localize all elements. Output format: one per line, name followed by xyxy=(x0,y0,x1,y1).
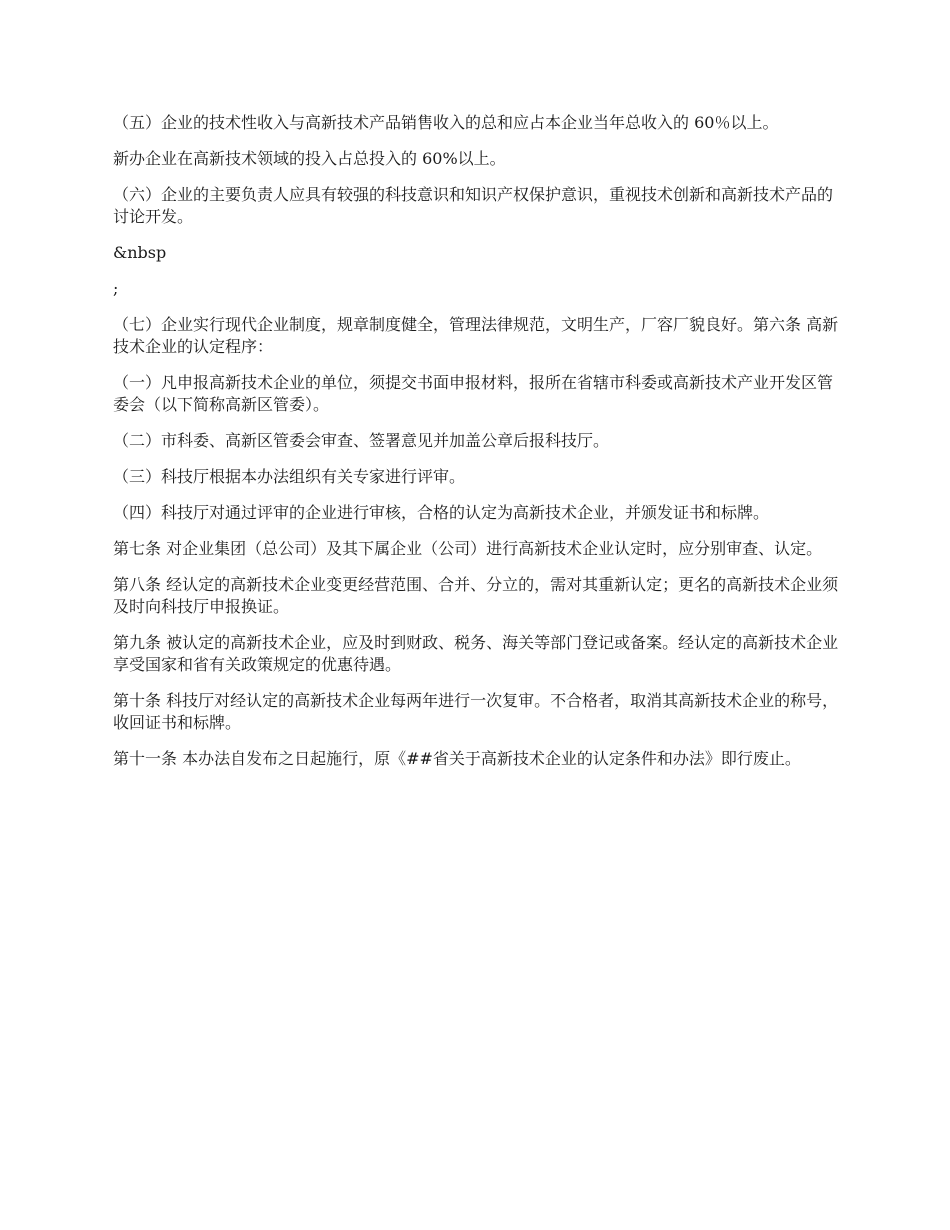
paragraph-semicolon-fragment: ; xyxy=(113,279,119,298)
paragraph-new-enterprise-investment: 新办企业在高新技术领域的投入占总投入的 60%以上。 xyxy=(113,149,506,168)
paragraph-procedure-3: （三）科技厅根据本办法组织有关专家进行评审。 xyxy=(113,467,466,486)
document-body xyxy=(113,112,841,784)
paragraph-procedure-2: （二）市科委、高新区管委会审查、签署意见并加盖公章后报科技厅。 xyxy=(113,431,610,450)
paragraph-article-10: 第十条 科技厅对经认定的高新技术企业每两年进行一次复审。不合格者，取消其高新技术企业的称号，收回证书和标牌。 xyxy=(113,691,839,732)
paragraph-leader-awareness: （六）企业的主要负责人应具有较强的科技意识和知识产权保护意识，重视技术创新和高新技术产品的讨论开发。 xyxy=(113,185,834,226)
paragraph-income-ratio: （五）企业的技术性收入与高新技术产品销售收入的总和应占本企业当年总收入的 60％以上。 xyxy=(113,113,779,132)
paragraph-article-9: 第九条 被认定的高新技术企业，应及时到财政、税务、海关等部门登记或备案。经认定的高新技术企业享受国家和省有关政策规定的优惠待遇。 xyxy=(113,633,839,674)
paragraph-modern-system: （七）企业实行现代企业制度，规章制度健全，管理法律规范，文明生产，厂容厂貌良好。第六条 高新技术企业的认定程序： xyxy=(113,315,839,356)
paragraph-procedure-1: （一）凡申报高新技术企业的单位，须提交书面申报材料，报所在省辖市科委或高新技术产业开发区管委会（以下简称高新区管委）。 xyxy=(113,373,834,414)
paragraph-article-7: 第七条 对企业集团（总公司）及其下属企业（公司）进行高新技术企业认定时，应分别审查、认定。 xyxy=(113,539,823,558)
paragraph-procedure-4: （四）科技厅对通过评审的企业进行审核，合格的认定为高新技术企业，并颁发证书和标牌。 xyxy=(113,503,770,522)
paragraph-nbsp-fragment: &nbsp xyxy=(113,243,167,262)
paragraph-article-8: 第八条 经认定的高新技术企业变更经营范围、合并、分立的，需对其重新认定；更名的高新技术企业须及时向科技厅申报换证。 xyxy=(113,575,839,616)
paragraph-article-11: 第十一条 本办法自发布之日起施行，原《##省关于高新技术企业的认定条件和办法》即行废止。 xyxy=(113,749,801,768)
